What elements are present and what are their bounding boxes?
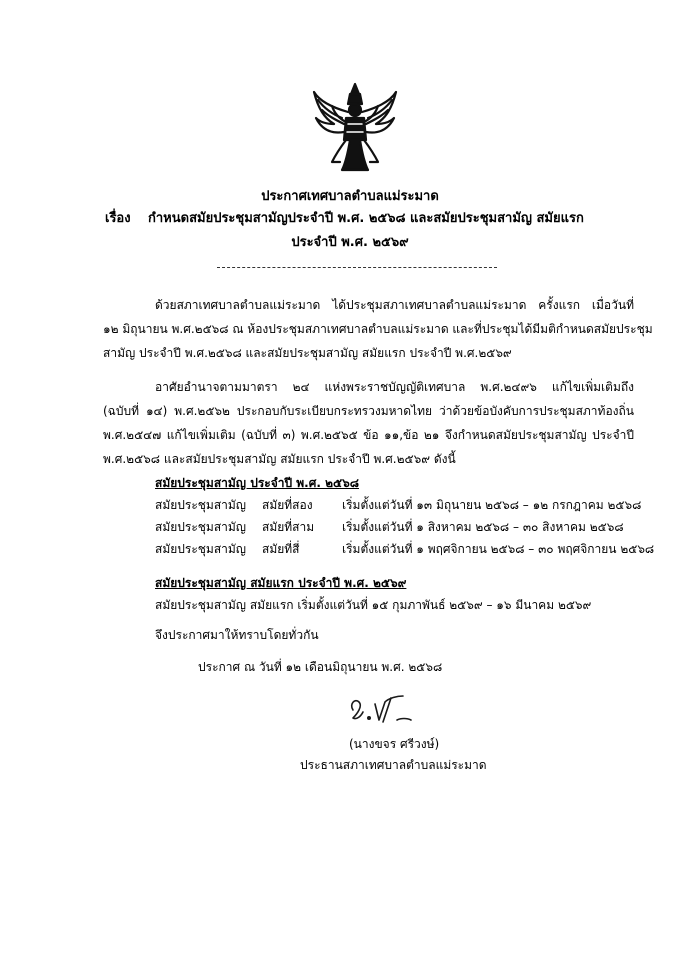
garuda-emblem-icon: [310, 78, 400, 174]
document-heading: ประกาศเทศบาลตำบลแม่ระมาด: [261, 189, 439, 204]
section1-row-3-type: สมัยประชุมสามัญ: [155, 542, 247, 556]
para2-line-1: อาศัยอำนาจตามมาตรา ๒๔ แห่งพระราชบัญญัติเทศบาล พ.ศ.๒๔๙๖ แก้ไขเพิ่มเติมถึง: [155, 380, 634, 394]
para1-line-2: ๑๒ มิถุนายน พ.ศ.๒๕๖๘ ณ ห้องประชุมสภาเทศบาลตำบลแม่ระมาด และที่ประชุมได้มีมติกำหนดสมัยประชุม: [103, 322, 653, 336]
section1-title: สมัยประชุมสามัญ ประจำปี พ.ศ. ๒๕๖๘: [155, 476, 359, 490]
para2-line-2: (ฉบับที่ ๑๔) พ.ศ.๒๕๖๒ ประกอบกับระเบียบกระทรวงมหาดไทย ว่าด้วยข้อบังคับการประชุมสภาท้องถิ่น: [103, 404, 634, 418]
section1-row-2-session: สมัยที่สาม: [262, 520, 315, 534]
signature-mark: [345, 690, 425, 730]
announce-date: ประกาศ ณ วันที่ ๑๒ เดือนมิถุนายน พ.ศ. ๒๕๖๘: [198, 660, 443, 674]
subject-line-1: กำหนดสมัยประชุมสามัญประจำปี พ.ศ. ๒๕๖๘ และสมัยประชุมสามัญ สมัยแรก: [148, 211, 584, 226]
separator-line: [217, 267, 497, 268]
subject-line-2: ประจำปี พ.ศ. ๒๕๖๙: [291, 235, 409, 250]
section1-row-1-session: สมัยที่สอง: [262, 498, 313, 512]
section1-row-1-type: สมัยประชุมสามัญ: [155, 498, 247, 512]
section2-row: สมัยประชุมสามัญ สมัยแรก เริ่มตั้งแต่วันที่ ๑๕ กุมภาพันธ์ ๒๕๖๙ – ๑๖ มีนาคม ๒๕๖๙: [155, 598, 592, 612]
para1-line-1: ด้วยสภาเทศบาลตำบลแม่ระมาด ได้ประชุมสภาเทศบาลตำบลแม่ระมาด ครั้งแรก เมื่อวันที่: [155, 298, 634, 312]
para2-line-3: พ.ศ.๒๕๔๗ แก้ไขเพิ่มเติม (ฉบับที่ ๓) พ.ศ.๒๕๖๕ ข้อ ๑๑,ข้อ ๒๑ จึงกำหนดสมัยประชุมสามัญ ประจำปี: [103, 428, 634, 442]
section1-row-3-period: เริ่มตั้งแต่วันที่ ๑ พฤศจิกายน ๒๕๖๘ – ๓๐ พฤศจิกายน ๒๕๖๘: [342, 542, 655, 556]
para2-line-4: พ.ศ.๒๕๖๘ และสมัยประชุมสามัญ สมัยแรก ประจำปี พ.ศ.๒๕๖๙ ดังนี้: [103, 452, 456, 466]
section1-row-2-period: เริ่มตั้งแต่วันที่ ๑ สิงหาคม ๒๕๖๘ – ๓๐ สิงหาคม ๒๕๖๘: [342, 520, 624, 534]
signer-name: (นางขจร ศรีวงษ์): [349, 737, 440, 751]
signer-title: ประธานสภาเทศบาลตำบลแม่ระมาด: [300, 758, 487, 772]
section1-row-3-session: สมัยที่สี่: [262, 542, 300, 556]
section1-row-1-period: เริ่มตั้งแต่วันที่ ๑๓ มิถุนายน ๒๕๖๘ – ๑๒ กรกฎาคม ๒๕๖๘: [342, 498, 642, 512]
para1-line-3: สามัญ ประจำปี พ.ศ.๒๕๖๘ และสมัยประชุมสามัญ สมัยแรก ประจำปี พ.ศ.๒๕๖๙: [103, 346, 512, 360]
section1-row-2-type: สมัยประชุมสามัญ: [155, 520, 247, 534]
subject-label: เรื่อง: [105, 211, 131, 226]
closing-text: จึงประกาศมาให้ทราบโดยทั่วกัน: [155, 628, 319, 642]
section2-title: สมัยประชุมสามัญ สมัยแรก ประจำปี พ.ศ. ๒๕๖๙: [155, 576, 407, 590]
